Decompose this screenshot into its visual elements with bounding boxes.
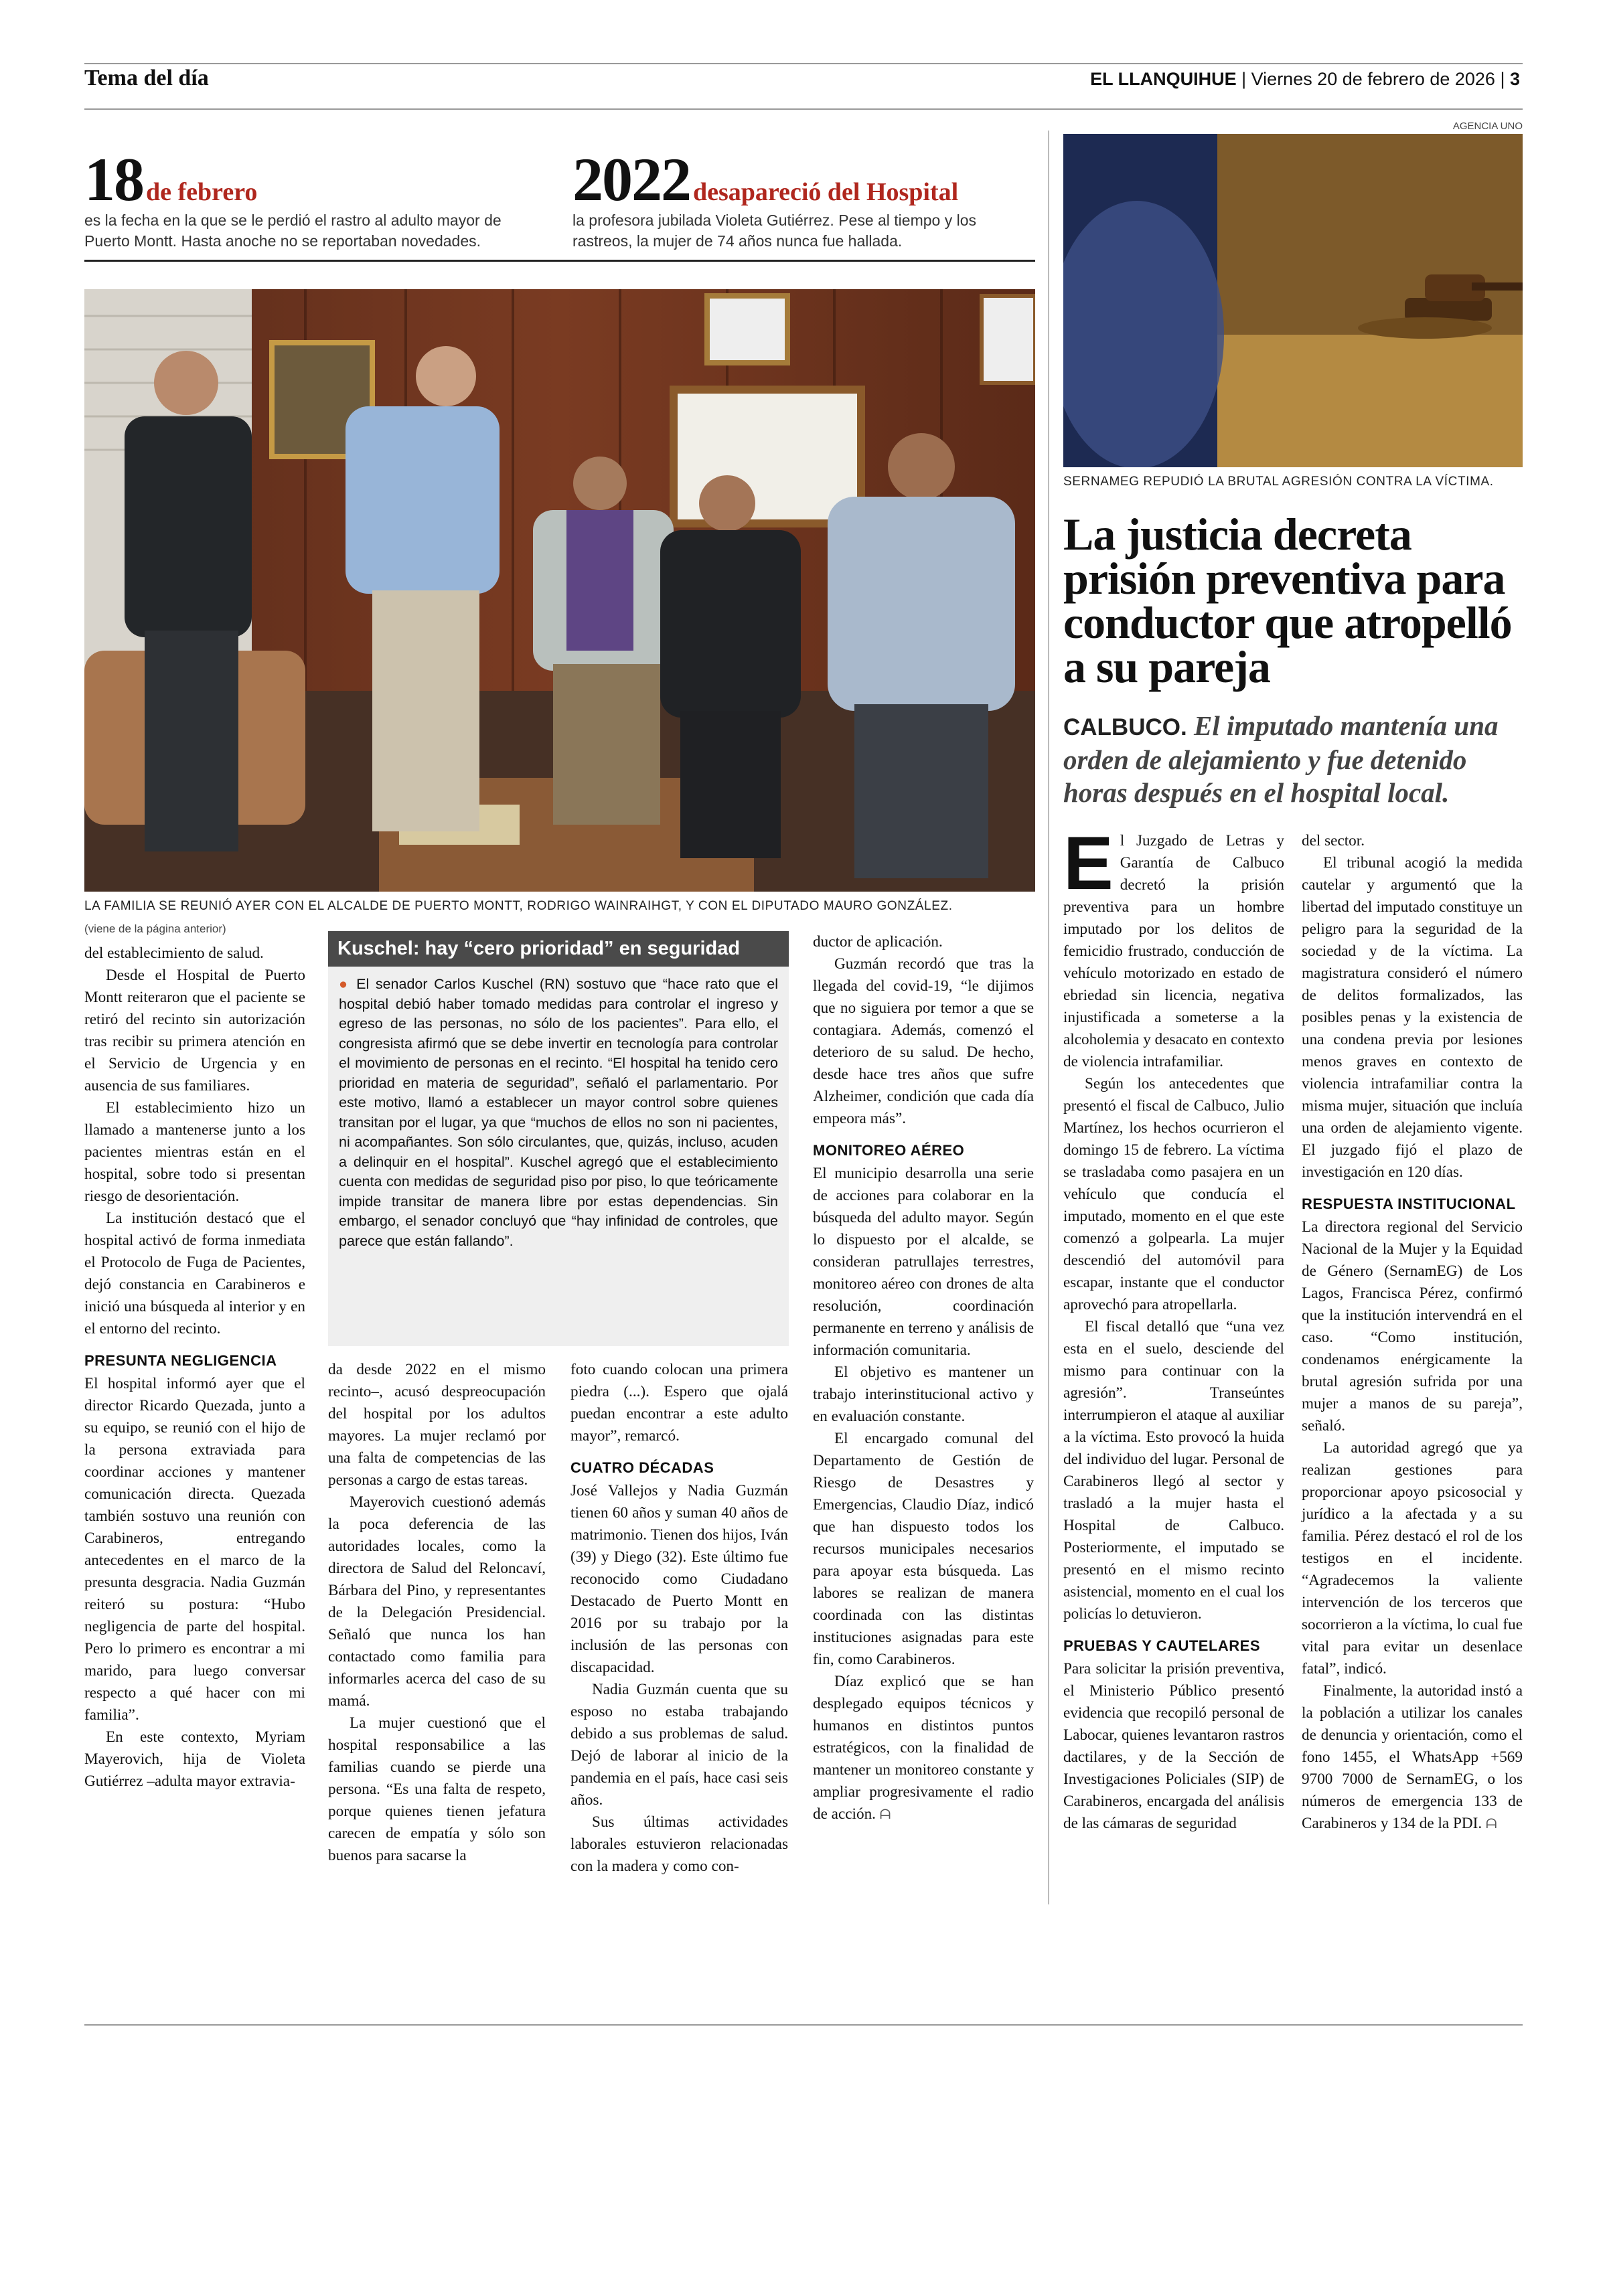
paper-name: EL LLANQUIHUE <box>1090 69 1237 89</box>
main-photo-illustration <box>84 289 1035 892</box>
right-col-1 <box>1063 821 1284 1835</box>
paragraph: Según los antecedentes que presentó el fiscal de Calbuco, Julio Martínez, los hechos ocurrieron el domingo 15 de febrero. La víctima se trasladaba como pasajera en un vehículo que conducía el imputado, momento en el que este comenzó a golpearla. La mujer descendió del automóvil para escapar, instante que el conductor aprovechó para atropellarla. <box>1063 1075 1284 1313</box>
paragraph: En este contexto, Myriam Mayerovich, hija de Violeta Gutiérrez –adulta mayor extravia- <box>84 1728 305 1790</box>
right-headline: La justicia decreta prisión preventiva para conductor que atropelló a su pareja <box>1063 509 1512 692</box>
subhead-respuesta: RESPUESTA INSTITUCIONAL <box>1302 1196 1516 1212</box>
main-photo <box>84 289 1035 892</box>
right-col-2 <box>1302 830 1523 1835</box>
subhead-negligencia: PRESUNTA NEGLIGENCIA <box>84 1352 277 1369</box>
paragraph: El objetivo es mantener un trabajo interinstitucional activo y en evaluación constante. <box>813 1364 1034 1425</box>
drop-cap: E <box>1063 821 1114 905</box>
paragraph: ductor de aplicación. <box>813 933 943 951</box>
end-mark-icon: ᗩ <box>879 1807 891 1822</box>
left-col-2 <box>328 1359 546 1867</box>
paragraph: La mujer cuestionó que el hospital responsabilice a las familias cuando se pierde una persona. “Es una falta de respeto, porque quienes tienen jefatura carecen de empatía y sólo son buenos para sacarse la <box>328 1714 546 1864</box>
stats-rule <box>84 260 1035 262</box>
paragraph: del sector. <box>1302 832 1365 849</box>
kuschel-box-text <box>328 967 789 1259</box>
paragraph: La institución destacó que el hospital activó de forma inmediata el Protocolo de Fuga de Pacientes, dejó constancia en Carabineros e inició una búsqueda al interior y en el entorno del recinto. <box>84 1210 305 1337</box>
stat-1-desc: es la fecha en la que se le perdió el rastro al adulto mayor de Puerto Montt. Hasta anoche no se reportaban novedades. <box>84 212 502 250</box>
stat-1 <box>84 145 546 252</box>
kuschel-box-title: Kuschel: hay “cero prioridad” en seguridad <box>328 931 789 967</box>
stat-2-desc: la profesora jubilada Violeta Gutiérrez. Pese al tiempo y los rastreos, la mujer de 74 años nunca fue hallada. <box>572 212 977 250</box>
paragraph: La directora regional del Servicio Nacional de la Mujer y la Equidad de Género (SernamEG) de Los Lagos, Francisca Pérez, confirmó que la institución intervendrá en el caso. “Como institución, condenamos enérgicamente la brutal agresión sufrida por una mujer a manos de su pareja”, señaló. <box>1302 1218 1523 1434</box>
lead-text: l Juzgado de Letras y Garantía de Calbuco decretó la prisión preventiva para un hombre imputado por los delitos de femicidio frustrado, conducción de vehículo motorizado en estado de ebriedad sin licencia, negativa injustificada a someterse a la alcoholemia y desacato en contexto de violencia intrafamiliar. <box>1063 832 1284 1070</box>
bottom-rule <box>84 2024 1523 2026</box>
kuschel-box-body: El senador Carlos Kuschel (RN) sostuvo que “hace rato que el hospital debió haber tomado medidas para controlar el ingreso y egreso de las personas, no sólo de los pacientes”. Para ello, el congresista afirmó que se debe invertir en tecnología para controlar el movimiento de personas en el recinto. “El hospital ha tenido cero prioridad en materia de seguridad”, señaló el parlamentario. Por este motivo, llamó a establecer un mayor control sobre quienes transitan por el lugar, ya que “muchos de ellos no son ni pacientes, ni acompañantes. Son sólo circulantes, que, quizás, incluso, acuden a delinquir en el hospital”. Kuschel agregó que el establecimiento cuenta con medidas de seguridad piso por piso, lo que teóricamente impide transitar de manera libre por estas dependencias. Sin embargo, el senador concluyó que “hay infinidad de controles, que parece que están fallando”. <box>339 976 779 1249</box>
side-photo <box>1063 134 1523 467</box>
paragraph: Desde el Hospital de Puerto Montt reiteraron que el paciente se retiró del recinto sin autorización tras recibir su primera atención en el Servicio de Urgencia y en ausencia de sus familiares. <box>84 967 305 1094</box>
kuschel-box <box>328 931 789 1346</box>
section-title: Tema del día <box>84 66 209 90</box>
page-number: 3 <box>1509 69 1520 89</box>
paragraph: El hospital informó ayer que el director Ricardo Quezada, junto a su equipo, se reunió con el hijo de la persona extraviada para coordinar acciones y mantener comunicación directa. Quezada también sostuvo una reunión con Carabineros, entregando antecedentes en el marco de la presunta desgracia. Nadia Guzmán reiteró su postura: “Hubo negligencia de parte del hospital. Pero lo primero es encontrar a mi marido, para luego conversar respecto a qué hacer con mi familia”. <box>84 1375 305 1724</box>
right-kicker <box>1063 710 1523 809</box>
stat-2 <box>572 145 1035 252</box>
stat-2-label: desapareció del Hospital <box>693 178 959 206</box>
column-divider <box>1048 131 1049 1904</box>
stat-1-number: 18 <box>84 145 143 214</box>
kicker-place: CALBUCO. <box>1063 714 1187 740</box>
main-photo-caption: LA FAMILIA SE REUNIÓ AYER CON EL ALCALDE DE PUERTO MONTT, RODRIGO WAINRAIHGT, Y CON EL DIPUTADO MAURO GONZÁLEZ. <box>84 899 953 913</box>
kicker-text: El imputado mantenía una orden de alejamiento y fue detenido horas después en el hospital local. <box>1063 710 1499 808</box>
left-col-3 <box>570 1359 788 1878</box>
issue-date: Viernes 20 de febrero de 2026 <box>1251 69 1495 89</box>
header-rule <box>84 108 1523 110</box>
paragraph-text: Díaz explicó que se han desplegado equipos técnicos y humanos en distintos puntos estratégicos, con la finalidad de mantener un monitoreo constante y ampliar progresivamente el radio de acción. <box>813 1673 1034 1823</box>
left-col-4 <box>813 931 1034 1826</box>
bullet-icon: ● <box>339 976 357 992</box>
paragraph: Nadia Guzmán cuenta que su esposo no estaba trabajando debido a sus problemas de salud. Dejó de laborar al inicio de la pandemia en el país, hace casi seis años. <box>570 1681 788 1809</box>
side-photo-credit: AGENCIA UNO <box>1452 120 1523 132</box>
masthead: EL LLANQUIHUE | Viernes 20 de febrero de 2026 | 3 <box>1090 69 1520 89</box>
paragraph <box>813 1671 1034 1826</box>
continued-note: (viene de la página anterior) <box>84 922 226 935</box>
subhead-decadas: CUATRO DÉCADAS <box>570 1459 714 1476</box>
lead-paragraph <box>1063 821 1284 1073</box>
side-photo-caption: SERNAMEG REPUDIÓ LA BRUTAL AGRESIÓN CONTRA LA VÍCTIMA. <box>1063 475 1494 489</box>
subhead-pruebas: PRUEBAS Y CAUTELARES <box>1063 1637 1261 1654</box>
paragraph: Mayerovich cuestionó además la poca deferencia de las autoridades locales, como la directora de Salud del Reloncaví, Bárbara del Pino, y representantes de la Delegación Presidencial. Señaló que nunca los han contactado como familia para informarles acerca del caso de su mamá. <box>328 1493 546 1710</box>
paragraph: foto cuando colocan una primera piedra (...). Espero que ojalá puedan encontrar a este adulto mayor”, remarcó. <box>570 1361 788 1445</box>
left-col-1 <box>84 918 305 1793</box>
paragraph: El municipio desarrolla una serie de acciones para colaborar en la búsqueda del adulto mayor. Según lo dispuesto por el alcalde, se consideran patrullajes terrestres, monitoreo aéreo con drones de alta resolución, coordinación permanente en terreno y análisis de información comunitaria. <box>813 1165 1034 1359</box>
paragraph: El fiscal detalló que “una vez esta en el suelo, desciende del mismo para continuar con la agresión”. Transeúntes interrumpieron el ataque al auxiliar a la víctima. Esto provocó la huida del individuo del lugar. Personal de Carabineros llegó al sector y trasladó a la mujer hasta el Hospital de Calbuco. Posteriormente, el imputado se presentó en el mismo recinto asistencial, momento en el cual los policías lo detuvieron. <box>1063 1318 1284 1623</box>
paragraph: José Vallejos y Nadia Guzmán tienen 60 años y suman 40 años de matrimonio. Tienen dos hijos, Iván (39) y Diego (32). Este último fue reconocido como Ciudadano Destacado de Puerto Montt en 2016 por su trabajo por la inclusión de las personas con discapacidad. <box>570 1482 788 1676</box>
paragraph: El tribunal acogió la medida cautelar y argumentó que la libertad del imputado constituye un peligro para la seguridad de la sociedad y de la víctima. La magistratura consideró el número de delitos formalizados, las posibles penas y la existencia de una condena previa por lesiones menos graves en contexto de violencia intrafamiliar contra la misma mujer, situación que incluía una orden de alejamiento vigente. El juzgado fijó el plazo de investigación en 120 días. <box>1302 854 1523 1181</box>
subhead-monitoreo: MONITOREO AÉREO <box>813 1142 965 1159</box>
stat-2-number: 2022 <box>572 145 690 214</box>
top-rule <box>84 63 1523 64</box>
gavel-illustration <box>1063 134 1523 467</box>
paragraph: del establecimiento de salud. <box>84 945 264 962</box>
paragraph: El establecimiento hizo un llamado a mantenerse junto a los pacientes mientras están en el hospital, sobre todo si presentan riesgo de desorientación. <box>84 1099 305 1205</box>
paragraph: Sus últimas actividades laborales estuvieron relacionadas con la madera y como con- <box>570 1813 788 1875</box>
paragraph: da desde 2022 en el mismo recinto–, acusó despreocupación del hospital por los adultos mayores. La mujer reclamó por una falta de competencias de las personas a cargo de estas tareas. <box>328 1361 546 1489</box>
paragraph-text: Finalmente, la autoridad instó a la población a utilizar los canales de denuncia y orientación, como el fono 1455, el WhatsApp +569 9700 7000 de SernamEG, o los números de emergencia 133 de Carabineros y 134 de la PDI. <box>1302 1682 1523 1832</box>
paragraph <box>1302 1680 1523 1835</box>
stat-1-label: de febrero <box>146 178 258 206</box>
paragraph: Para solicitar la prisión preventiva, el Ministerio Público presentó evidencia que recopiló personal de Labocar, quienes levantaron rastros dactilares, y de la Sección de Investigaciones Policiales (SIP) de Carabineros, encargada del análisis de las cámaras de seguridad <box>1063 1660 1284 1832</box>
end-mark-icon: ᗩ <box>1485 1817 1497 1831</box>
paragraph: La autoridad agregó que ya realizan gestiones para proporcionar apoyo psicosocial y jurídico a la afectada y a su familia. Pérez destacó el rol de los testigos en el incidente. “Agradecemos la valiente intervención de los terceros que socorrieron a la víctima, lo cual fue vital para evitar un desenlace fatal”, indicó. <box>1302 1439 1523 1677</box>
paragraph: Guzmán recordó que tras la llegada del covid-19, “le dijimos que no siguiera por temor a que se contagiara. Además, comenzó el deterioro de su salud. De hecho, desde hace tres años que sufre Alzheimer, condición que cada día empeora más”. <box>813 955 1034 1127</box>
paragraph: El encargado comunal del Departamento de Gestión de Riesgo de Desastres y Emergencias, Claudio Díaz, indicó que han dispuesto todos los recursos municipales necesarios para apoyar esta búsqueda. Las labores se realizan de manera coordinada con las distintas instituciones asignadas para este fin, como Carabineros. <box>813 1430 1034 1668</box>
